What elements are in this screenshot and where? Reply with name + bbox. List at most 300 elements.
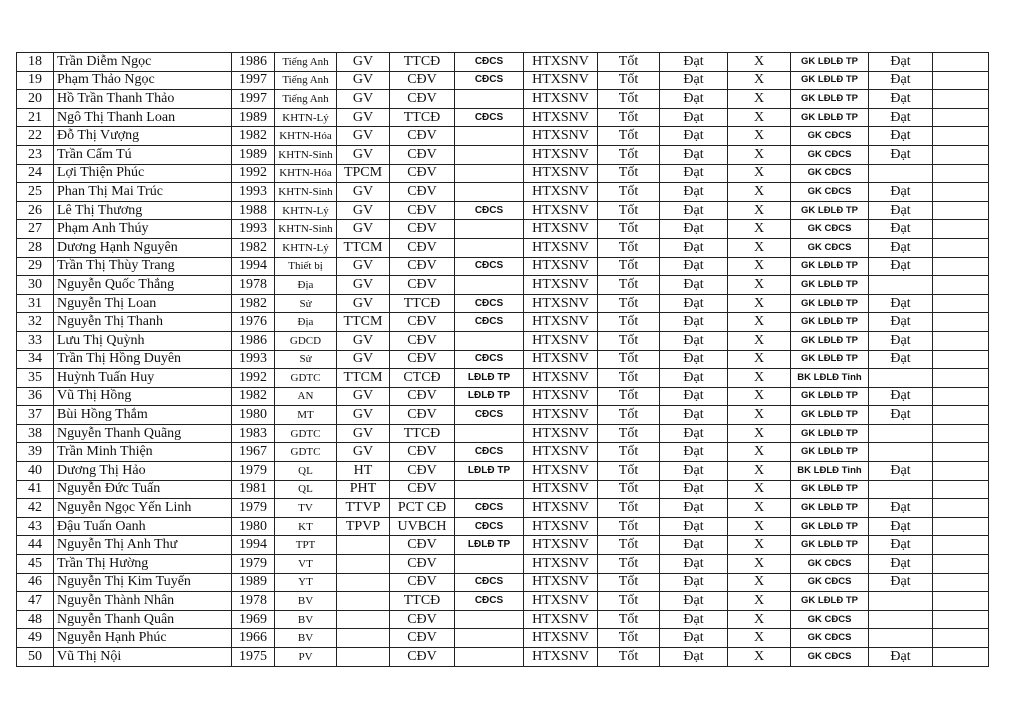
- row-number-cell: 42: [17, 499, 54, 518]
- conduct-rating-cell: Tốt: [598, 220, 660, 239]
- note-cell: [933, 331, 989, 350]
- mark-cell: X: [728, 387, 791, 406]
- position-cell: GV: [337, 443, 390, 462]
- row-number-cell: 41: [17, 480, 54, 499]
- row-number-cell: 20: [17, 90, 54, 109]
- union-role-cell: CĐV: [390, 536, 455, 555]
- subject-cell: Địa: [275, 313, 337, 332]
- table-row: [17, 294, 989, 313]
- row-number-cell: 50: [17, 648, 54, 667]
- position-cell: [337, 573, 390, 592]
- mark-cell: X: [728, 499, 791, 518]
- conduct-rating-cell: Tốt: [598, 53, 660, 72]
- row-number-cell: 35: [17, 369, 54, 388]
- table-row: [17, 610, 989, 629]
- final-result-cell: Đạt: [869, 238, 933, 257]
- subject-cell: KT: [275, 517, 337, 536]
- mark-cell: X: [728, 536, 791, 555]
- birth-year-cell: 1979: [232, 499, 275, 518]
- row-number-cell: 34: [17, 350, 54, 369]
- union-level-cell: [455, 648, 524, 667]
- position-cell: TTCM: [337, 313, 390, 332]
- result-cell: Đạt: [660, 201, 728, 220]
- union-level-cell: [455, 480, 524, 499]
- result-cell: Đạt: [660, 517, 728, 536]
- conduct-rating-cell: Tốt: [598, 294, 660, 313]
- union-level-cell: [455, 331, 524, 350]
- table-row: [17, 313, 989, 332]
- award-cell: GK CĐCS: [791, 555, 869, 574]
- row-number-cell: 38: [17, 424, 54, 443]
- mark-cell: X: [728, 313, 791, 332]
- conduct-rating-cell: Tốt: [598, 238, 660, 257]
- subject-cell: VT: [275, 555, 337, 574]
- union-level-cell: CĐCS: [455, 53, 524, 72]
- note-cell: [933, 313, 989, 332]
- note-cell: [933, 220, 989, 239]
- award-cell: GK LĐLĐ TP: [791, 499, 869, 518]
- position-cell: GV: [337, 53, 390, 72]
- conduct-rating-cell: Tốt: [598, 480, 660, 499]
- table-row: [17, 331, 989, 350]
- union-role-cell: CĐV: [390, 127, 455, 146]
- award-cell: GK LĐLĐ TP: [791, 480, 869, 499]
- task-rating-cell: HTXSNV: [524, 53, 598, 72]
- row-number-cell: 18: [17, 53, 54, 72]
- result-cell: Đạt: [660, 406, 728, 425]
- full-name-cell: Nguyễn Quốc Thắng: [54, 276, 232, 295]
- note-cell: [933, 387, 989, 406]
- subject-cell: GDTC: [275, 369, 337, 388]
- final-result-cell: Đạt: [869, 127, 933, 146]
- result-cell: Đạt: [660, 90, 728, 109]
- table-row: [17, 257, 989, 276]
- note-cell: [933, 443, 989, 462]
- result-cell: Đạt: [660, 480, 728, 499]
- union-level-cell: [455, 127, 524, 146]
- union-level-cell: CĐCS: [455, 517, 524, 536]
- birth-year-cell: 1993: [232, 183, 275, 202]
- result-cell: Đạt: [660, 127, 728, 146]
- task-rating-cell: HTXSNV: [524, 555, 598, 574]
- conduct-rating-cell: Tốt: [598, 183, 660, 202]
- award-cell: GK LĐLĐ TP: [791, 443, 869, 462]
- union-role-cell: TTCĐ: [390, 592, 455, 611]
- table-row: [17, 462, 989, 481]
- birth-year-cell: 1992: [232, 369, 275, 388]
- mark-cell: X: [728, 331, 791, 350]
- position-cell: GV: [337, 387, 390, 406]
- final-result-cell: Đạt: [869, 573, 933, 592]
- table-row: [17, 555, 989, 574]
- result-cell: Đạt: [660, 238, 728, 257]
- task-rating-cell: HTXSNV: [524, 257, 598, 276]
- award-cell: GK LĐLĐ TP: [791, 350, 869, 369]
- conduct-rating-cell: Tốt: [598, 350, 660, 369]
- subject-cell: Thiết bị: [275, 257, 337, 276]
- task-rating-cell: HTXSNV: [524, 592, 598, 611]
- position-cell: TPVP: [337, 517, 390, 536]
- mark-cell: X: [728, 108, 791, 127]
- row-number-cell: 21: [17, 108, 54, 127]
- union-role-cell: CĐV: [390, 648, 455, 667]
- position-cell: GV: [337, 257, 390, 276]
- result-cell: Đạt: [660, 387, 728, 406]
- task-rating-cell: HTXSNV: [524, 108, 598, 127]
- conduct-rating-cell: Tốt: [598, 201, 660, 220]
- full-name-cell: Nguyễn Thanh Quân: [54, 610, 232, 629]
- mark-cell: X: [728, 610, 791, 629]
- position-cell: [337, 648, 390, 667]
- note-cell: [933, 648, 989, 667]
- table-row: [17, 536, 989, 555]
- union-level-cell: [455, 90, 524, 109]
- mark-cell: X: [728, 629, 791, 648]
- full-name-cell: Đậu Tuấn Oanh: [54, 517, 232, 536]
- union-level-cell: [455, 555, 524, 574]
- note-cell: [933, 406, 989, 425]
- result-cell: Đạt: [660, 424, 728, 443]
- final-result-cell: [869, 610, 933, 629]
- mark-cell: X: [728, 555, 791, 574]
- union-role-cell: CĐV: [390, 238, 455, 257]
- final-result-cell: Đạt: [869, 648, 933, 667]
- mark-cell: X: [728, 443, 791, 462]
- full-name-cell: Lê Thị Thương: [54, 201, 232, 220]
- conduct-rating-cell: Tốt: [598, 90, 660, 109]
- note-cell: [933, 71, 989, 90]
- birth-year-cell: 1969: [232, 610, 275, 629]
- note-cell: [933, 164, 989, 183]
- final-result-cell: Đạt: [869, 108, 933, 127]
- task-rating-cell: HTXSNV: [524, 369, 598, 388]
- full-name-cell: Dương Hạnh Nguyên: [54, 238, 232, 257]
- conduct-rating-cell: Tốt: [598, 462, 660, 481]
- task-rating-cell: HTXSNV: [524, 648, 598, 667]
- position-cell: [337, 592, 390, 611]
- subject-cell: BV: [275, 629, 337, 648]
- union-level-cell: [455, 183, 524, 202]
- result-cell: Đạt: [660, 573, 728, 592]
- birth-year-cell: 1994: [232, 257, 275, 276]
- note-cell: [933, 183, 989, 202]
- union-level-cell: CĐCS: [455, 573, 524, 592]
- position-cell: GV: [337, 108, 390, 127]
- union-level-cell: CĐCS: [455, 313, 524, 332]
- award-cell: GK CĐCS: [791, 220, 869, 239]
- birth-year-cell: 1979: [232, 555, 275, 574]
- table-row: [17, 53, 989, 72]
- position-cell: TTCM: [337, 369, 390, 388]
- mark-cell: X: [728, 462, 791, 481]
- subject-cell: BV: [275, 592, 337, 611]
- note-cell: [933, 145, 989, 164]
- result-cell: Đạt: [660, 257, 728, 276]
- result-cell: Đạt: [660, 648, 728, 667]
- row-number-cell: 24: [17, 164, 54, 183]
- row-number-cell: 22: [17, 127, 54, 146]
- mark-cell: X: [728, 276, 791, 295]
- final-result-cell: Đạt: [869, 499, 933, 518]
- task-rating-cell: HTXSNV: [524, 294, 598, 313]
- result-cell: Đạt: [660, 53, 728, 72]
- full-name-cell: Nguyễn Thị Thanh: [54, 313, 232, 332]
- final-result-cell: Đạt: [869, 555, 933, 574]
- result-cell: Đạt: [660, 276, 728, 295]
- full-name-cell: Trần Diễm Ngọc: [54, 53, 232, 72]
- note-cell: [933, 629, 989, 648]
- birth-year-cell: 1988: [232, 201, 275, 220]
- birth-year-cell: 1967: [232, 443, 275, 462]
- conduct-rating-cell: Tốt: [598, 145, 660, 164]
- award-cell: GK LĐLĐ TP: [791, 387, 869, 406]
- union-role-cell: TTCĐ: [390, 108, 455, 127]
- award-cell: GK LĐLĐ TP: [791, 71, 869, 90]
- union-level-cell: CĐCS: [455, 406, 524, 425]
- birth-year-cell: 1994: [232, 536, 275, 555]
- union-role-cell: CTCĐ: [390, 369, 455, 388]
- position-cell: [337, 555, 390, 574]
- position-cell: GV: [337, 331, 390, 350]
- union-level-cell: LĐLĐ TP: [455, 369, 524, 388]
- birth-year-cell: 1980: [232, 406, 275, 425]
- mark-cell: X: [728, 164, 791, 183]
- union-role-cell: CĐV: [390, 350, 455, 369]
- union-role-cell: UVBCH: [390, 517, 455, 536]
- mark-cell: X: [728, 592, 791, 611]
- subject-cell: QL: [275, 462, 337, 481]
- position-cell: GV: [337, 145, 390, 164]
- full-name-cell: Trần Minh Thiện: [54, 443, 232, 462]
- conduct-rating-cell: Tốt: [598, 573, 660, 592]
- mark-cell: X: [728, 480, 791, 499]
- award-cell: GK LĐLĐ TP: [791, 257, 869, 276]
- subject-cell: BV: [275, 610, 337, 629]
- note-cell: [933, 90, 989, 109]
- table-row: [17, 183, 989, 202]
- subject-cell: AN: [275, 387, 337, 406]
- union-role-cell: PCT CĐ: [390, 499, 455, 518]
- table-row: [17, 220, 989, 239]
- subject-cell: MT: [275, 406, 337, 425]
- table-row: [17, 592, 989, 611]
- result-cell: Đạt: [660, 108, 728, 127]
- subject-cell: Tiếng Anh: [275, 53, 337, 72]
- full-name-cell: Phạm Anh Thúy: [54, 220, 232, 239]
- full-name-cell: Nguyễn Thị Anh Thư: [54, 536, 232, 555]
- award-cell: GK LĐLĐ TP: [791, 592, 869, 611]
- subject-cell: GDTC: [275, 424, 337, 443]
- union-level-cell: [455, 164, 524, 183]
- union-level-cell: LĐLĐ TP: [455, 462, 524, 481]
- task-rating-cell: HTXSNV: [524, 629, 598, 648]
- birth-year-cell: 1989: [232, 573, 275, 592]
- task-rating-cell: HTXSNV: [524, 350, 598, 369]
- row-number-cell: 33: [17, 331, 54, 350]
- final-result-cell: [869, 629, 933, 648]
- conduct-rating-cell: Tốt: [598, 331, 660, 350]
- birth-year-cell: 1980: [232, 517, 275, 536]
- position-cell: [337, 536, 390, 555]
- task-rating-cell: HTXSNV: [524, 406, 598, 425]
- row-number-cell: 37: [17, 406, 54, 425]
- table-body: [17, 53, 989, 667]
- birth-year-cell: 1997: [232, 90, 275, 109]
- mark-cell: X: [728, 369, 791, 388]
- note-cell: [933, 53, 989, 72]
- result-cell: Đạt: [660, 313, 728, 332]
- birth-year-cell: 1966: [232, 629, 275, 648]
- birth-year-cell: 1986: [232, 53, 275, 72]
- position-cell: GV: [337, 276, 390, 295]
- table-row: [17, 350, 989, 369]
- task-rating-cell: HTXSNV: [524, 536, 598, 555]
- union-role-cell: CĐV: [390, 480, 455, 499]
- conduct-rating-cell: Tốt: [598, 517, 660, 536]
- row-number-cell: 29: [17, 257, 54, 276]
- union-level-cell: CĐCS: [455, 443, 524, 462]
- table-row: [17, 443, 989, 462]
- note-cell: [933, 424, 989, 443]
- award-cell: GK LĐLĐ TP: [791, 536, 869, 555]
- conduct-rating-cell: Tốt: [598, 629, 660, 648]
- final-result-cell: Đạt: [869, 406, 933, 425]
- result-cell: Đạt: [660, 145, 728, 164]
- row-number-cell: 32: [17, 313, 54, 332]
- award-cell: GK LĐLĐ TP: [791, 90, 869, 109]
- award-cell: GK CĐCS: [791, 164, 869, 183]
- position-cell: [337, 610, 390, 629]
- subject-cell: Tiếng Anh: [275, 71, 337, 90]
- award-cell: GK LĐLĐ TP: [791, 53, 869, 72]
- result-cell: Đạt: [660, 462, 728, 481]
- union-role-cell: CĐV: [390, 443, 455, 462]
- conduct-rating-cell: Tốt: [598, 406, 660, 425]
- subject-cell: KHTN-Lý: [275, 201, 337, 220]
- result-cell: Đạt: [660, 555, 728, 574]
- note-cell: [933, 592, 989, 611]
- result-cell: Đạt: [660, 71, 728, 90]
- task-rating-cell: HTXSNV: [524, 127, 598, 146]
- table-row: [17, 480, 989, 499]
- conduct-rating-cell: Tốt: [598, 369, 660, 388]
- full-name-cell: Bùi Hồng Thắm: [54, 406, 232, 425]
- birth-year-cell: 1989: [232, 108, 275, 127]
- union-role-cell: CĐV: [390, 313, 455, 332]
- birth-year-cell: 1992: [232, 164, 275, 183]
- union-role-cell: CĐV: [390, 90, 455, 109]
- union-level-cell: [455, 629, 524, 648]
- full-name-cell: Phạm Thảo Ngọc: [54, 71, 232, 90]
- position-cell: GV: [337, 183, 390, 202]
- birth-year-cell: 1989: [232, 145, 275, 164]
- full-name-cell: Nguyễn Hạnh Phúc: [54, 629, 232, 648]
- union-level-cell: CĐCS: [455, 350, 524, 369]
- award-cell: BK LĐLĐ Tỉnh: [791, 369, 869, 388]
- union-role-cell: CĐV: [390, 462, 455, 481]
- conduct-rating-cell: Tốt: [598, 387, 660, 406]
- union-role-cell: CĐV: [390, 555, 455, 574]
- position-cell: TTCM: [337, 238, 390, 257]
- result-cell: Đạt: [660, 629, 728, 648]
- conduct-rating-cell: Tốt: [598, 127, 660, 146]
- row-number-cell: 49: [17, 629, 54, 648]
- final-result-cell: Đạt: [869, 90, 933, 109]
- task-rating-cell: HTXSNV: [524, 610, 598, 629]
- row-number-cell: 45: [17, 555, 54, 574]
- union-role-cell: TTCĐ: [390, 53, 455, 72]
- birth-year-cell: 1986: [232, 331, 275, 350]
- note-cell: [933, 610, 989, 629]
- full-name-cell: Trần Thị Hường: [54, 555, 232, 574]
- conduct-rating-cell: Tốt: [598, 257, 660, 276]
- union-level-cell: CĐCS: [455, 592, 524, 611]
- full-name-cell: Nguyễn Thành Nhân: [54, 592, 232, 611]
- full-name-cell: Nguyễn Thị Loan: [54, 294, 232, 313]
- row-number-cell: 47: [17, 592, 54, 611]
- position-cell: HT: [337, 462, 390, 481]
- birth-year-cell: 1981: [232, 480, 275, 499]
- subject-cell: KHTN-Lý: [275, 108, 337, 127]
- mark-cell: X: [728, 424, 791, 443]
- table-row: [17, 369, 989, 388]
- position-cell: [337, 629, 390, 648]
- final-result-cell: Đạt: [869, 183, 933, 202]
- row-number-cell: 39: [17, 443, 54, 462]
- subject-cell: Sử: [275, 294, 337, 313]
- table-row: [17, 145, 989, 164]
- task-rating-cell: HTXSNV: [524, 313, 598, 332]
- union-level-cell: CĐCS: [455, 499, 524, 518]
- birth-year-cell: 1982: [232, 238, 275, 257]
- result-cell: Đạt: [660, 183, 728, 202]
- subject-cell: KHTN-Sinh: [275, 145, 337, 164]
- final-result-cell: [869, 276, 933, 295]
- union-level-cell: [455, 276, 524, 295]
- final-result-cell: Đạt: [869, 536, 933, 555]
- union-role-cell: CĐV: [390, 145, 455, 164]
- mark-cell: X: [728, 71, 791, 90]
- full-name-cell: Trần Thị Hồng Duyên: [54, 350, 232, 369]
- final-result-cell: Đạt: [869, 517, 933, 536]
- final-result-cell: Đạt: [869, 71, 933, 90]
- task-rating-cell: HTXSNV: [524, 71, 598, 90]
- mark-cell: X: [728, 257, 791, 276]
- task-rating-cell: HTXSNV: [524, 201, 598, 220]
- award-cell: GK LĐLĐ TP: [791, 108, 869, 127]
- task-rating-cell: HTXSNV: [524, 164, 598, 183]
- final-result-cell: Đạt: [869, 331, 933, 350]
- note-cell: [933, 462, 989, 481]
- subject-cell: GDCD: [275, 331, 337, 350]
- mark-cell: X: [728, 53, 791, 72]
- birth-year-cell: 1982: [232, 387, 275, 406]
- final-result-cell: [869, 592, 933, 611]
- position-cell: GV: [337, 406, 390, 425]
- conduct-rating-cell: Tốt: [598, 592, 660, 611]
- full-name-cell: Đỗ Thị Vượng: [54, 127, 232, 146]
- position-cell: GV: [337, 220, 390, 239]
- row-number-cell: 44: [17, 536, 54, 555]
- final-result-cell: Đạt: [869, 313, 933, 332]
- final-result-cell: [869, 443, 933, 462]
- note-cell: [933, 536, 989, 555]
- subject-cell: KHTN-Lý: [275, 238, 337, 257]
- union-level-cell: [455, 610, 524, 629]
- conduct-rating-cell: Tốt: [598, 108, 660, 127]
- full-name-cell: Vũ Thị Nội: [54, 648, 232, 667]
- mark-cell: X: [728, 517, 791, 536]
